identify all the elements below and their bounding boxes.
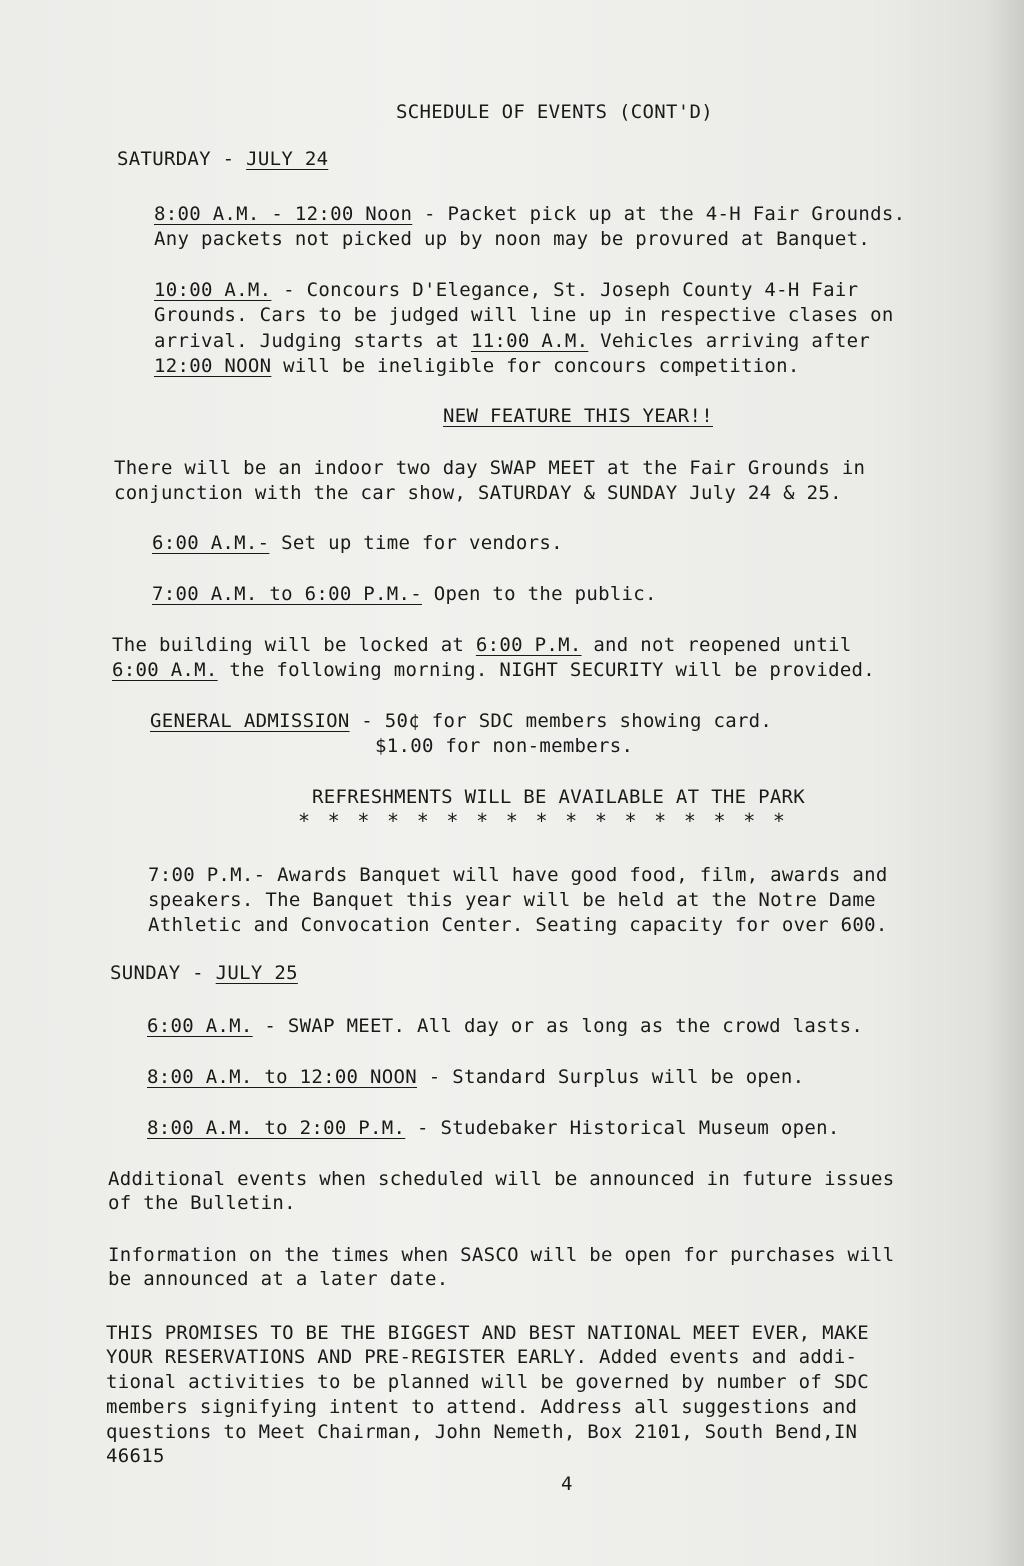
security-text: the following morning. NIGHT SECURITY will be provided. bbox=[217, 659, 876, 681]
page-edge-shadow bbox=[984, 0, 1024, 1566]
concours-ineligible-text: will be ineligible for concours competition. bbox=[271, 355, 800, 377]
packet-line-1 bbox=[154, 201, 905, 227]
admission-line-2: $1.00 for non-members. bbox=[375, 735, 634, 757]
public-hours-line bbox=[152, 581, 657, 607]
reopen-text: and not reopened until bbox=[581, 634, 852, 656]
banquet-line-1: 7:00 P.M.- Awards Banquet will have good food, film, awards and bbox=[148, 864, 888, 886]
surplus-text: - Standard Surplus will be open. bbox=[417, 1066, 805, 1088]
swap-meet-line-1: There will be an indoor two day SWAP MEET at the Fair Grounds in bbox=[114, 457, 866, 479]
admission-line-1 bbox=[150, 708, 772, 734]
public-hours-time: 7:00 A.M. to 6:00 P.M.- bbox=[152, 583, 422, 605]
sunday-date: JULY 25 bbox=[215, 962, 298, 984]
additional-line-2: of the Bulletin. bbox=[108, 1192, 296, 1214]
noon-deadline: 12:00 NOON bbox=[154, 355, 272, 377]
museum-time: 8:00 A.M. to 2:00 P.M. bbox=[147, 1117, 406, 1139]
public-hours-text: Open to the public. bbox=[422, 583, 657, 605]
sunday-surplus-line bbox=[147, 1064, 804, 1090]
saturday-date: JULY 24 bbox=[246, 148, 329, 170]
promise-line-2: YOUR RESERVATIONS AND PRE-REGISTER EARLY. Added events and addi- bbox=[106, 1346, 858, 1368]
judging-time: 11:00 A.M. bbox=[470, 330, 589, 352]
concours-line-4 bbox=[154, 353, 800, 379]
swap-meet-line-2: conjunction with the car show, SATURDAY & SUNDAY July 24 & 25. bbox=[114, 482, 842, 504]
admission-label: GENERAL ADMISSION bbox=[150, 710, 350, 732]
sunday-swap-time: 6:00 A.M. bbox=[147, 1015, 253, 1037]
page-title: SCHEDULE OF EVENTS (CONT'D) bbox=[396, 101, 713, 123]
new-feature-heading: NEW FEATURE THIS YEAR!! bbox=[443, 405, 713, 427]
packet-line-2: Any packets not picked up by noon may be provured at Banquet. bbox=[154, 228, 871, 250]
sunday-museum-line bbox=[147, 1115, 840, 1141]
concours-text: - Concours D'Elegance, St. Joseph County 4-H Fair bbox=[271, 279, 859, 301]
saturday-heading bbox=[117, 146, 328, 172]
star-divider: * * * * * * * * * * * * * * * * * bbox=[298, 809, 788, 833]
promise-line-1: THIS PROMISES TO BE THE BIGGEST AND BEST NATIONAL MEET EVER, MAKE bbox=[106, 1322, 870, 1344]
information-line-2: be announced at a later date. bbox=[108, 1268, 449, 1290]
locked-line-1 bbox=[112, 632, 852, 658]
locked-line-2 bbox=[112, 657, 875, 683]
banquet-line-3: Athletic and Convocation Center. Seating capacity for over 600. bbox=[148, 914, 888, 936]
packet-time: 8:00 A.M. - 12:00 Noon bbox=[154, 203, 413, 225]
banquet-line-2: speakers. The Banquet this year will be held at the Notre Dame bbox=[148, 889, 876, 911]
surplus-time: 8:00 A.M. to 12:00 NOON bbox=[147, 1066, 417, 1088]
setup-text: Set up time for vendors. bbox=[269, 532, 563, 554]
museum-text: - Studebaker Historical Museum open. bbox=[405, 1117, 840, 1139]
concours-line-1 bbox=[154, 277, 858, 303]
promise-line-3: tional activities to be planned will be governed by number of SDC bbox=[106, 1371, 870, 1393]
lock-time: 6:00 P.M. bbox=[475, 634, 582, 656]
packet-text: - Packet pick up at the 4-H Fair Grounds. bbox=[412, 203, 906, 225]
information-line-1: Information on the times when SASCO will be open for purchases will bbox=[108, 1244, 895, 1266]
member-price: - 50¢ for SDC members showing card. bbox=[349, 710, 773, 732]
sunday-day: SUNDAY - bbox=[110, 962, 216, 984]
sunday-swap-text: - SWAP MEET. All day or as long as the crowd lasts. bbox=[252, 1015, 864, 1037]
reopen-time: 6:00 A.M. bbox=[112, 659, 218, 681]
sunday-swap-line bbox=[147, 1013, 863, 1039]
page-number: 4 bbox=[561, 1473, 573, 1495]
locked-text: The building will be locked at bbox=[112, 634, 476, 656]
promise-line-4: members signifying intent to attend. Address all suggestions and bbox=[106, 1396, 858, 1418]
additional-line-1: Additional events when scheduled will be announced in future issues bbox=[108, 1168, 895, 1190]
concours-line-2: Grounds. Cars to be judged will line up in respective clases on bbox=[154, 304, 894, 326]
vendor-setup-line bbox=[152, 530, 563, 556]
concours-line-3 bbox=[154, 328, 870, 354]
concours-time: 10:00 A.M. bbox=[154, 279, 272, 301]
promise-line-6: 46615 bbox=[106, 1445, 165, 1467]
concours-vehicles-text: Vehicles arriving after bbox=[588, 330, 871, 352]
refreshments-notice: REFRESHMENTS WILL BE AVAILABLE AT THE PARK bbox=[312, 786, 806, 808]
concours-judging-text: arrival. Judging starts at bbox=[154, 330, 471, 352]
sunday-heading bbox=[110, 960, 298, 986]
promise-line-5: questions to Meet Chairman, John Nemeth, Box 2101, South Bend,IN bbox=[106, 1421, 858, 1443]
setup-time: 6:00 A.M.- bbox=[152, 532, 270, 554]
saturday-day: SATURDAY - bbox=[117, 148, 247, 170]
